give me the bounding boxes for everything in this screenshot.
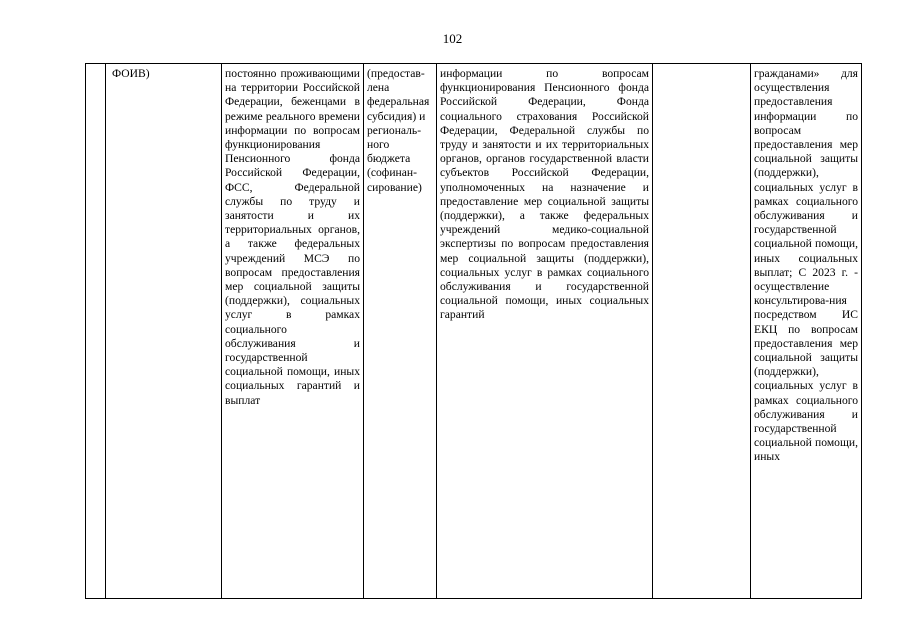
table-cell-funding xyxy=(364,64,437,599)
table-cell-empty xyxy=(653,64,751,599)
page-number: 102 xyxy=(442,31,463,46)
table-row xyxy=(86,64,862,599)
cell-result-text: гражданами» для осуществления предоставления информации по вопросам предоставления мер социальной защиты (поддержки), социальных услуг в рамках социального обслуживания и государственной социальной помощи, иных социальных выплат; С 2023 г. - осуществление консультирова-ния посредством ИС ЕКЦ по вопросам предоставления мер социальной защиты (поддержки), социальных услуг в рамках социального обслуживания и государственной социальной помощи, иных xyxy=(754,67,858,464)
cell-description-text: постоянно проживающими на территории Российской Федерации, беженцами в режиме реального времени информации по вопросам функционирования Пенсионного фонда Российской Федерации, ФСС, Федеральной службы по труду и занятости и их территориальных органов, а также федеральных учреждений МСЭ по вопросам предоставления мер социальной защиты (поддержки), социальных услуг в рамках социального обслуживания и государственной социальной помощи, иных социальных гарантий и выплат xyxy=(225,67,360,407)
table-cell-information xyxy=(437,64,653,599)
cell-information-text: информации по вопросам функционирования Пенсионного фонда Российской Федерации, Фонда социального страхования Российской Федерации, Федеральной службы по труду и занятости и их территориальных органов, органов государственной власти субъектов Российской Федерации, уполномоченных на назначение и предоставление мер социальной защиты (поддержки), а также федеральных учреждений медико-социальной экспертизы по вопросам предоставления мер социальной защиты (поддержки), социальных услуг в рамках социального обслуживания и государственной социальной помощи, иных социальных гарантий xyxy=(440,67,649,322)
cell-funding-text: (предостав-лена федеральная субсидия) и региональ-ного бюджета (софинан-сирование) xyxy=(367,67,430,194)
table-cell-result xyxy=(751,64,862,599)
cell-executor-text: ФОИВ) xyxy=(112,67,150,80)
table-cell-number xyxy=(86,64,106,599)
table-cell-executor xyxy=(106,64,222,599)
program-table xyxy=(85,63,862,599)
table-cell-description xyxy=(222,64,364,599)
